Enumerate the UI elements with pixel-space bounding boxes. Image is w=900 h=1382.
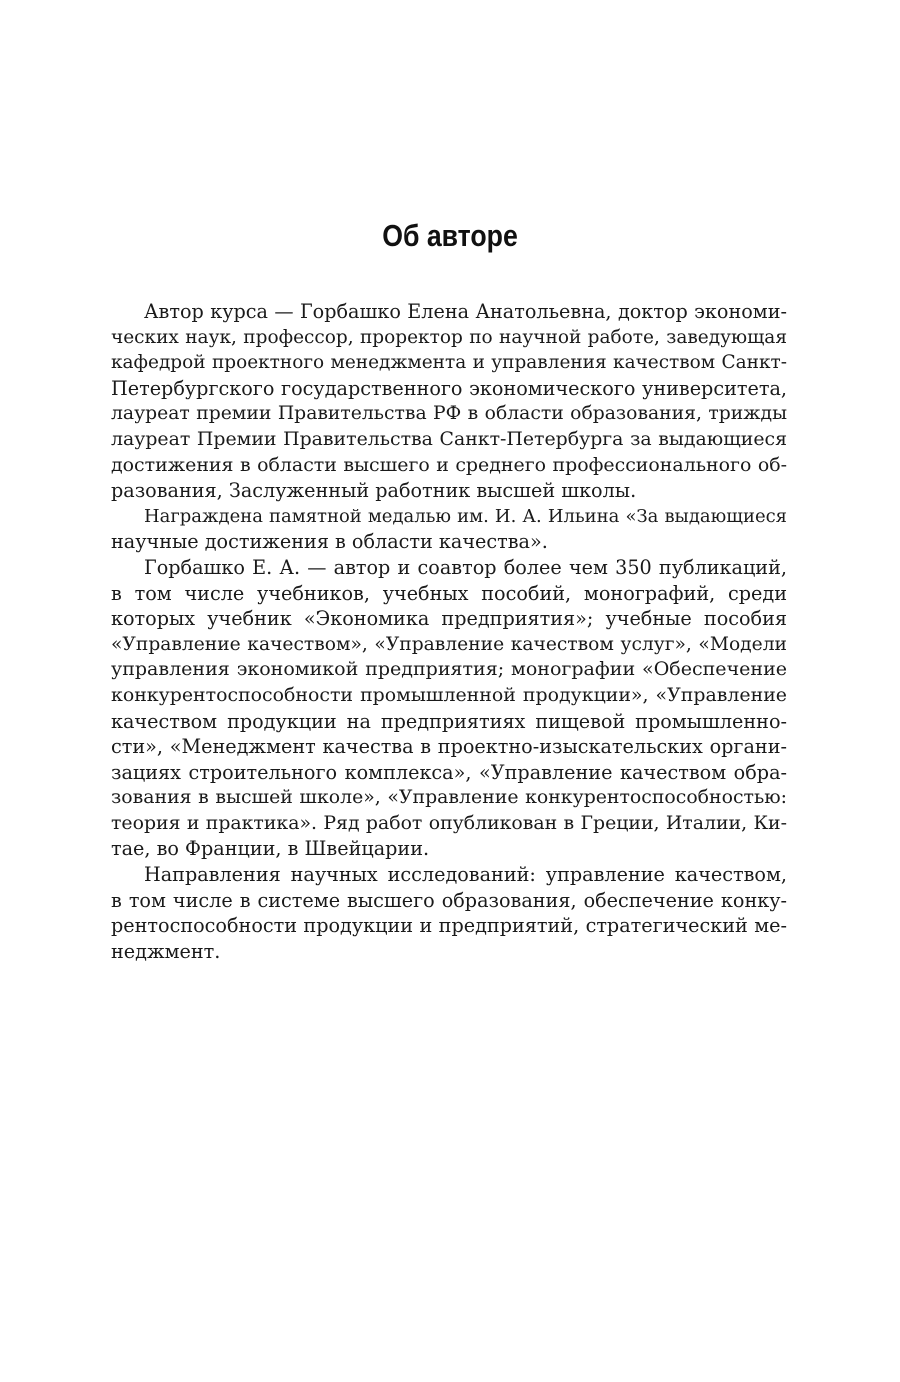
paragraph-3: [111, 555, 787, 862]
text-line: управления экономикой предприятия; монографии «Обеспечение: [111, 658, 787, 681]
text-line: сти», «Менеджмент качества в проектно-изыскательских органи-: [111, 735, 787, 759]
paragraph-2: [111, 504, 787, 555]
text-line: в том числе учебников, учебных пособий, монографий, среди: [111, 581, 787, 605]
text-line: которых учебник «Экономика предприятия»; учебные пособия: [111, 607, 787, 631]
text-line: кафедрой проектного менеджмента и управления качеством Санкт-: [111, 352, 787, 374]
text-line: зациях строительного комплекса», «Управление качеством обра-: [111, 760, 787, 784]
text-line: рентоспособности продукции и предприятий, стратегический ме-: [111, 914, 787, 938]
text-line: теория и практика». Ряд работ опубликован в Греции, Италии, Ки-: [111, 811, 787, 834]
text-line: лауреат премии Правительства РФ в области образования, трижды: [111, 403, 787, 425]
text-line: Автор курса — Горбашко Елена Анатольевна, доктор экономи-: [144, 300, 787, 323]
text-line: ческих наук, профессор, проректор по научной работе, заведующая: [111, 326, 787, 348]
text-line: тае, во Франции, в Швейцарии.: [111, 837, 430, 861]
text-line: «Управление качеством», «Управление качеством услуг», «Модели: [111, 633, 787, 655]
text-line: достижения в области высшего и среднего профессионального об-: [111, 453, 787, 476]
page-title: Об авторе: [382, 218, 518, 253]
text-line: качеством продукции на предприятиях пищевой промышленно-: [111, 709, 787, 733]
body-text: [111, 299, 787, 964]
text-line: научные достижения в области качества».: [111, 530, 548, 554]
text-line: лауреат Премии Правительства Санкт-Петербурга за выдающиеся: [111, 427, 787, 450]
text-line: зования в высшей школе», «Управление конкурентоспособностью:: [111, 786, 787, 809]
text-line: в том числе в системе высшего образования, обеспечение конку-: [111, 888, 787, 912]
text-line: Направления научных исследований: управление качеством,: [144, 863, 787, 887]
text-line: Петербургского государственного экономического университета,: [111, 376, 787, 400]
paragraph-1: [111, 299, 787, 504]
paragraph-4: [111, 862, 787, 964]
text-line: Награждена памятной медалью им. И. А. Ильина «За выдающиеся: [144, 505, 787, 527]
text-line: Горбашко Е. А. — автор и соавтор более чем 350 публикаций,: [144, 555, 787, 579]
text-line: разования, Заслуженный работник высшей школы.: [111, 479, 637, 503]
text-line: неджмент.: [111, 939, 221, 963]
text-line: конкурентоспособности промышленной продукции», «Управление: [111, 683, 787, 706]
